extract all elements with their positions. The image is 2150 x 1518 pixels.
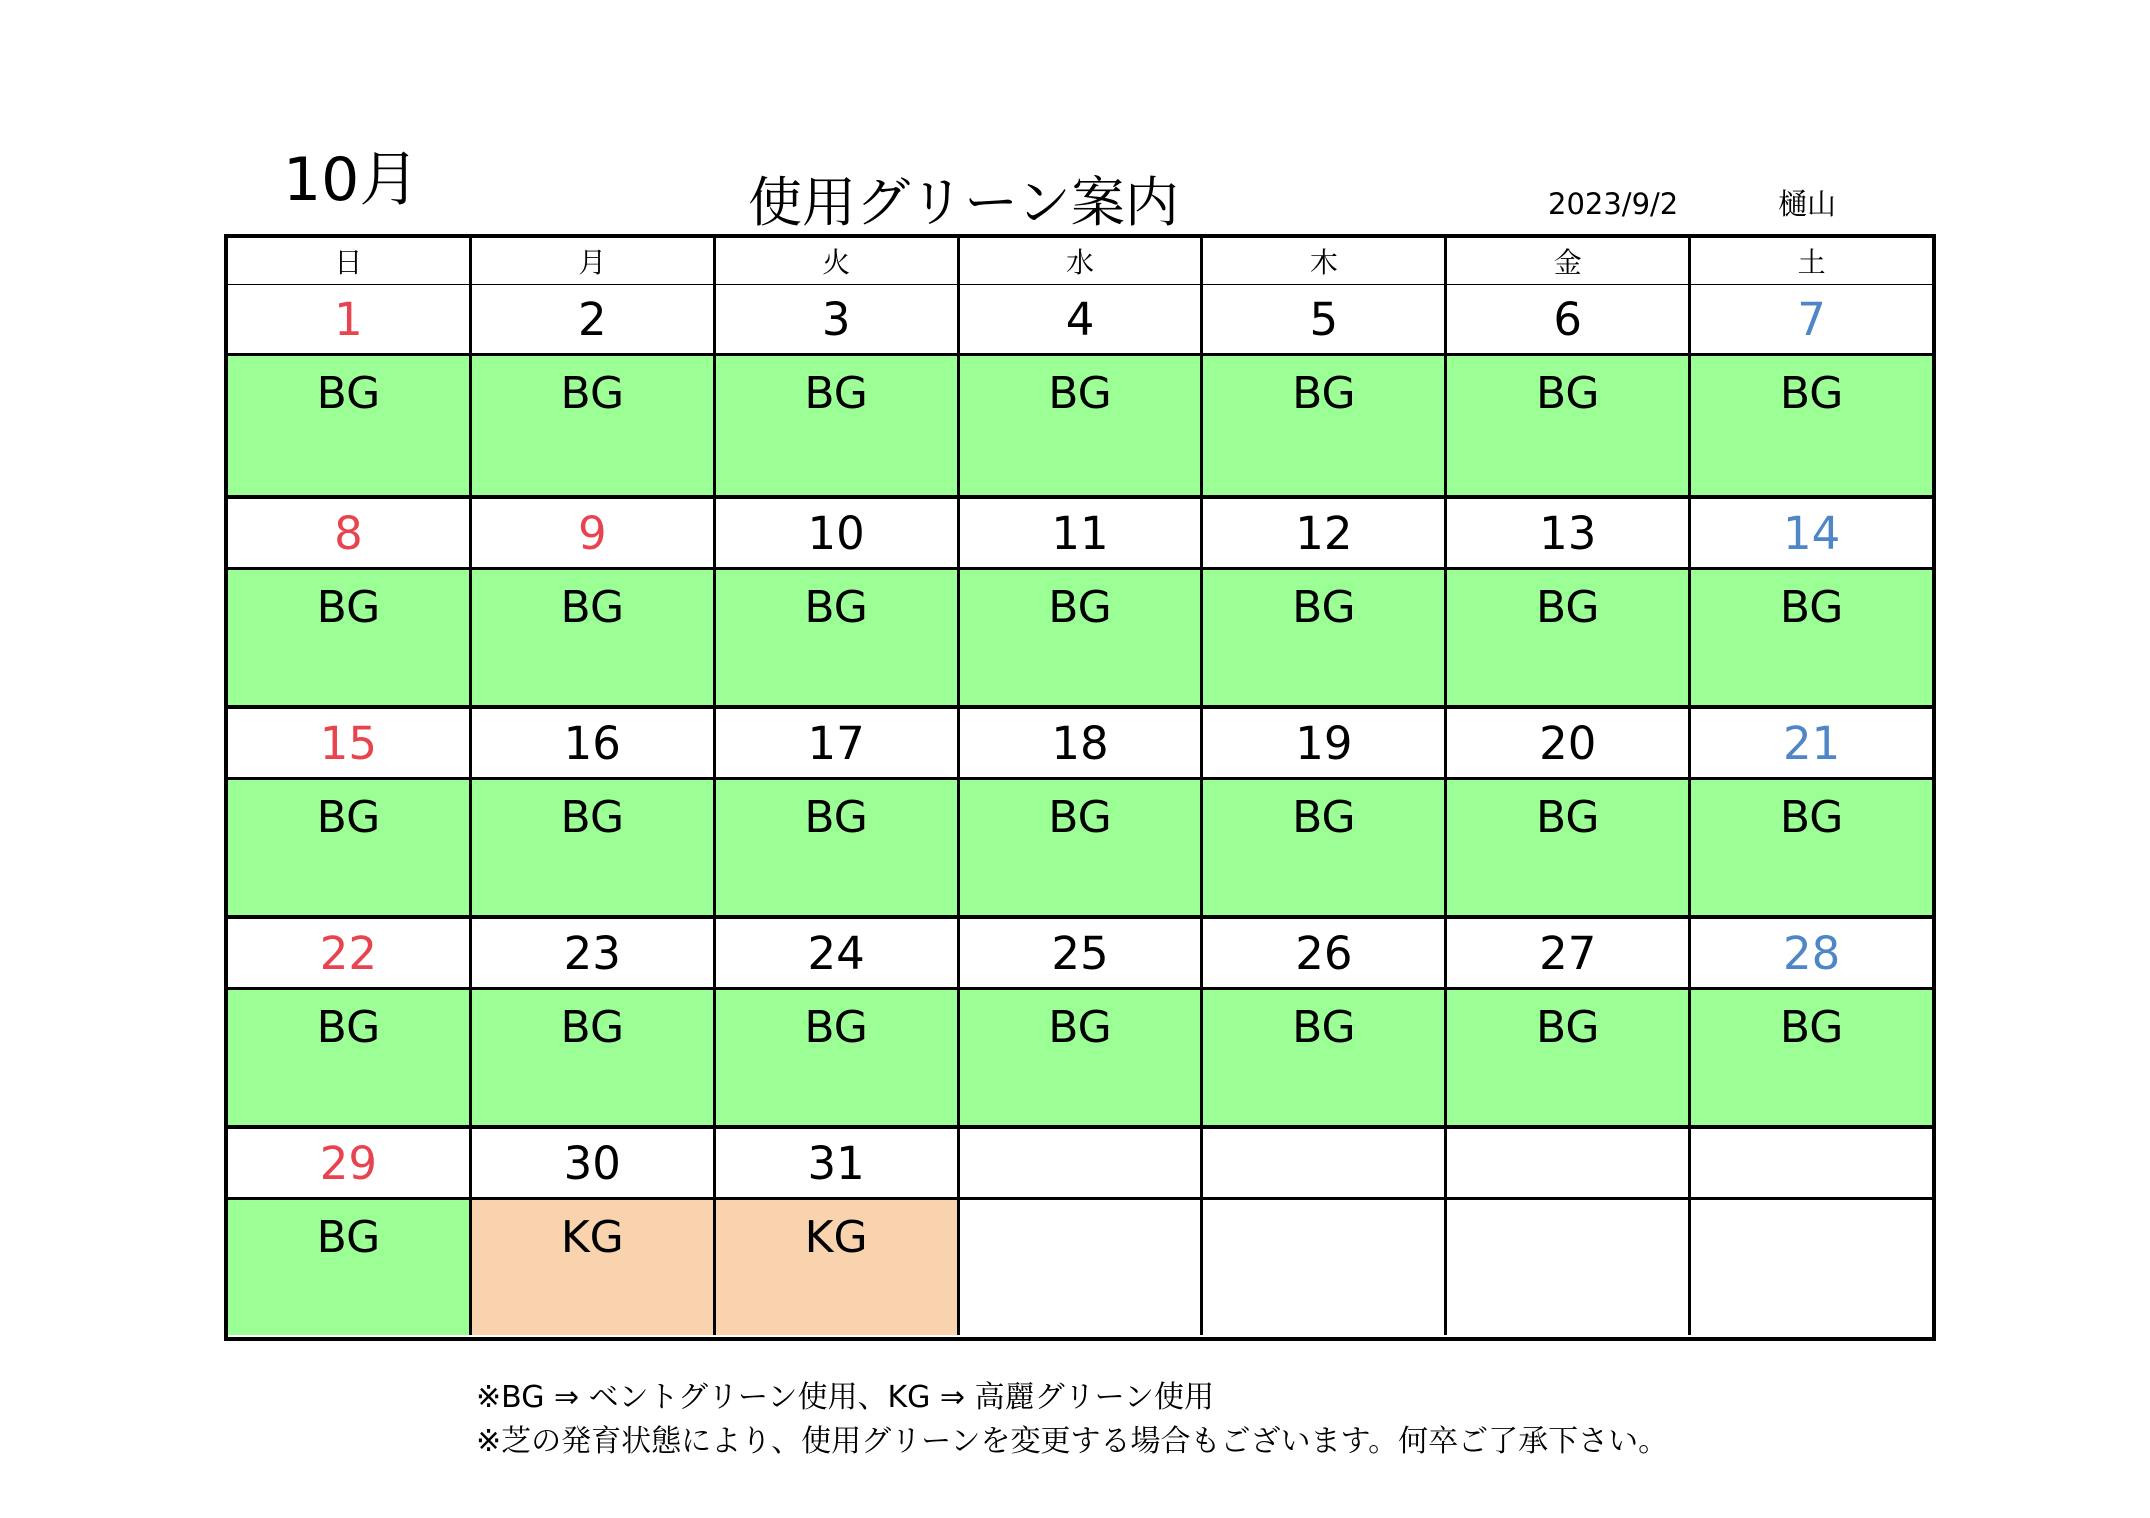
day-number [1447,1129,1688,1200]
day-cell [716,499,960,705]
day-cell [960,499,1204,705]
day-cell [1203,499,1447,705]
day-cell [1691,1129,1932,1335]
day-number: 29 [228,1129,469,1200]
note-legend: ※BG ⇒ ベントグリーン使用、KG ⇒ 高麗グリーン使用 [476,1380,1214,1415]
day-number: 4 [960,285,1201,356]
day-cell [1691,919,1932,1125]
day-number: 6 [1447,285,1688,356]
page-title: 使用グリーン案内 [748,171,1179,234]
green-type: BG [228,780,469,915]
green-type: BG [716,780,957,915]
day-cell [228,919,472,1125]
day-cell [472,1129,716,1335]
green-type: BG [1447,356,1688,495]
day-number: 27 [1447,919,1688,990]
green-type: BG [1691,990,1932,1125]
green-type: BG [1691,356,1932,495]
day-number: 19 [1203,709,1444,780]
day-number: 26 [1203,919,1444,990]
month-label: 10月 [283,145,420,215]
weekday-friday: 金 [1447,238,1691,284]
green-type: BG [1203,780,1444,915]
day-cell [716,919,960,1125]
day-cell [228,285,472,495]
day-cell [716,1129,960,1335]
day-cell [1447,1129,1691,1335]
green-type: BG [472,780,713,915]
day-cell [960,1129,1204,1335]
green-type: BG [228,570,469,705]
day-number: 3 [716,285,957,356]
day-number: 9 [472,499,713,570]
day-cell [1447,499,1691,705]
day-number: 28 [1691,919,1932,990]
day-number: 8 [228,499,469,570]
day-cell [1691,499,1932,705]
day-number: 12 [1203,499,1444,570]
green-calendar [224,234,1936,1341]
day-number: 30 [472,1129,713,1200]
green-type: BG [472,356,713,495]
day-number: 14 [1691,499,1932,570]
day-number: 15 [228,709,469,780]
day-number: 24 [716,919,957,990]
day-number: 25 [960,919,1201,990]
weekday-saturday: 土 [1797,246,1826,279]
day-cell [1691,285,1932,495]
week-row [228,285,1932,495]
day-cell [1691,709,1932,915]
day-cell [228,709,472,915]
green-type: KG [716,1200,957,1335]
week-row [228,1125,1932,1335]
day-cell [228,1129,472,1335]
green-type: BG [472,570,713,705]
green-type [1447,1200,1688,1335]
green-type: BG [1447,990,1688,1125]
day-cell [960,709,1204,915]
note-disclaimer: ※芝の発育状態により、使用グリーンを変更する場合もございます。何卒ご了承下さい。 [476,1424,1669,1459]
green-type: BG [1203,570,1444,705]
day-cell [1203,285,1447,495]
day-cell [960,285,1204,495]
green-type: BG [228,356,469,495]
weekday-wednesday: 水 [960,238,1204,284]
green-type: BG [960,990,1201,1125]
day-number: 16 [472,709,713,780]
green-type: BG [1203,356,1444,495]
green-type [1691,1200,1932,1335]
green-type: BG [1447,570,1688,705]
green-type: BG [960,780,1201,915]
day-number: 11 [960,499,1201,570]
green-type [960,1200,1201,1335]
green-type: BG [1447,780,1688,915]
day-cell [472,919,716,1125]
weekday-thursday: 木 [1203,238,1447,284]
day-cell [472,709,716,915]
issue-date: 2023/9/2 [1548,187,1679,221]
day-number: 20 [1447,709,1688,780]
day-number: 18 [960,709,1201,780]
week-row [228,705,1932,915]
day-number: 7 [1691,285,1932,356]
green-type: BG [1203,990,1444,1125]
day-number: 13 [1447,499,1688,570]
day-number: 1 [228,285,469,356]
day-number: 5 [1203,285,1444,356]
weekday-sunday: 日 [228,238,472,284]
green-type [1203,1200,1444,1335]
green-type: BG [472,990,713,1125]
day-number: 17 [716,709,957,780]
day-number: 31 [716,1129,957,1200]
day-number: 22 [228,919,469,990]
green-type: KG [472,1200,713,1335]
day-cell [1203,1129,1447,1335]
week-row [228,915,1932,1125]
weekday-tuesday: 火 [716,238,960,284]
day-cell [1447,285,1691,495]
day-cell [960,919,1204,1125]
day-number [960,1129,1201,1200]
day-cell [1447,709,1691,915]
green-type: BG [1691,780,1932,915]
day-number: 23 [472,919,713,990]
green-type: BG [960,356,1201,495]
green-type: BG [228,990,469,1125]
week-row [228,495,1932,705]
author-name: 樋山 [1778,187,1837,221]
day-cell [1203,919,1447,1125]
notes [476,1376,1668,1464]
day-number: 2 [472,285,713,356]
green-type: BG [716,570,957,705]
green-type: BG [960,570,1201,705]
day-cell [716,285,960,495]
day-number [1691,1129,1932,1200]
weekday-header-row [228,238,1932,289]
day-number: 10 [716,499,957,570]
day-cell [716,709,960,915]
day-cell [472,499,716,705]
day-cell [1447,919,1691,1125]
day-cell [228,499,472,705]
green-type: BG [228,1200,469,1335]
green-type: BG [716,990,957,1125]
day-number: 21 [1691,709,1932,780]
day-cell [1203,709,1447,915]
day-cell [472,285,716,495]
day-number [1203,1129,1444,1200]
green-type: BG [716,356,957,495]
green-type: BG [1691,570,1932,705]
weekday-monday: 月 [472,238,716,284]
